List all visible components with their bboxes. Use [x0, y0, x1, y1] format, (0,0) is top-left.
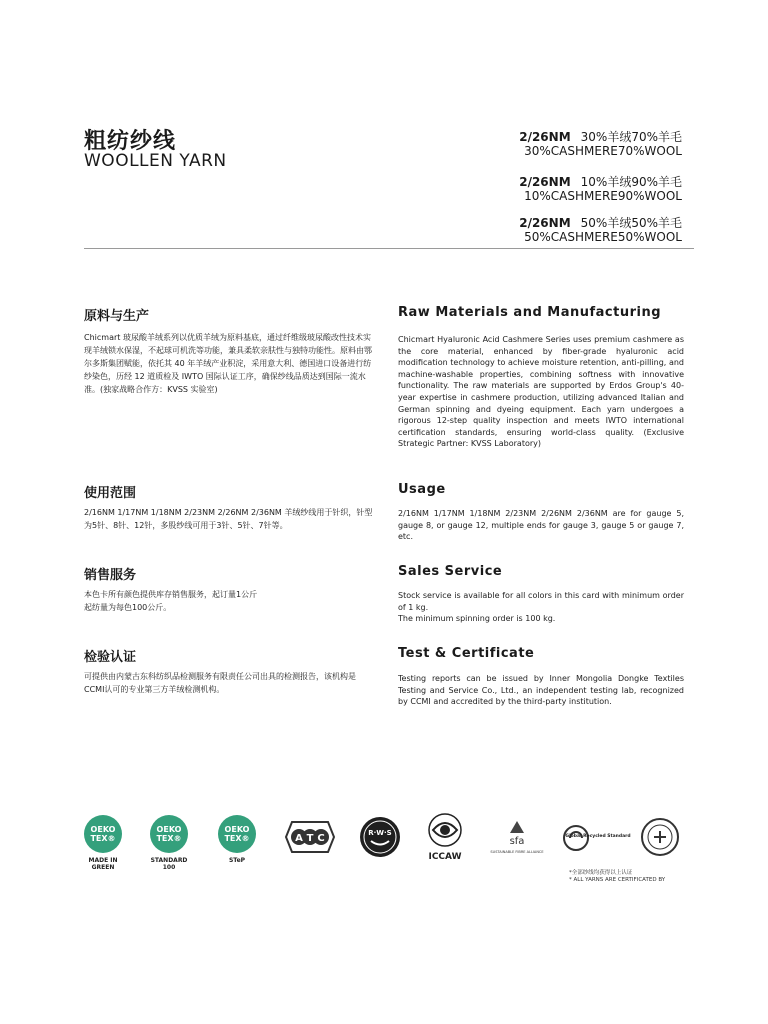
iccaw-text: ICCAW: [428, 852, 462, 862]
svg-text:C: C: [317, 833, 325, 844]
spec-block-1: [519, 130, 682, 158]
svg-text:T: T: [306, 833, 314, 844]
oeko-step-logo: [218, 815, 256, 864]
test-heading-en: Test & Certificate: [398, 646, 535, 661]
oeko-tex-icon: OEKO TEX®: [218, 815, 256, 853]
raw-heading-en: Raw Materials and Manufacturing: [398, 305, 662, 320]
raw-body-cn: Chicmart 玻尿酸羊绒系列以优质羊绒为原料基底，通过纤维级玻尿酸改性技术实现羊绒锁水保湿，不起球可机洗等功能，兼具柔软亲肤性与独特功能性。原料由鄂尔多斯集团赋能，依托其 40 年羊绒产业积淀，采用意大利、德国进口设备进行纺纱染色，历经 12 道质检及 IWTO 国际认证工序，确保纱线品质达到国际一流水准。(独家战略合作方：KVSS 实验室): [84, 333, 372, 394]
sales-body-cn-line1: 本色卡所有颜色提供库存销售服务，起订量1公斤: [84, 590, 258, 599]
test-body-en: Testing reports can be issued by Inner Mongolia Dongke Textiles Testing and Service Co., Ltd., an independent testing lab, recognized by CCMI and accredited by the third-party institution.: [398, 674, 684, 707]
spec-en: 50%CASHMERE50%WOOL: [524, 230, 682, 244]
grs-logo-icon: [562, 821, 631, 855]
rws-logo-icon: [358, 815, 402, 859]
sfa-subtext: SUSTAINABLE FIBRE ALLIANCE: [490, 850, 544, 854]
spec-cn: 10%羊绒90%羊毛: [580, 175, 682, 189]
usage-body-cn: 2/16NM 1/17NM 1/18NM 2/23NM 2/26NM 2/36NM 羊绒纱线用于针织，针型为5针、8针、12针，多股纱线可用于3针、5针、7针等。: [84, 508, 373, 530]
spec-en: 30%CASHMERE70%WOOL: [524, 144, 682, 158]
page-title-cn: 粗纺纱线: [84, 129, 177, 154]
oeko-caption: MADE IN GREEN: [88, 857, 118, 871]
cert-note-en: * ALL YARNS ARE CERTIFICATED BY: [569, 877, 666, 883]
sfa-text: sfa: [509, 836, 525, 847]
atc-logo-icon: [284, 820, 336, 854]
oeko-made-in-green-logo: [84, 815, 122, 871]
raw-body-en: Chicmart Hyaluronic Acid Cashmere Series uses premium cashmere as the core material, enhanced by fiber-grade hyaluronic acid modification technology to achieve moisture retention, anti-pilling, and machine-washable properties, combining softness with innovative functionality. The raw materials are supported by Erdos Group's 40-year expertise in cashmere production, utilizing advanced Italian and German spinning and dyeing equipment. Each yarn undergoes a rigorous 12-step quality inspection and meets IWTO international certification standards, ensuring world-class quality. (Exclusive Strategic Partner: KVSS Laboratory): [398, 335, 684, 449]
spec-block-3: [519, 216, 682, 244]
sfa-logo-icon: [488, 817, 546, 857]
spec-block-2: [519, 175, 682, 203]
test-body-cn: 可提供由内蒙古东科纺织品检测服务有限责任公司出具的检测报告，该机构是CCMI认可的专业第三方羊绒检测机构。: [84, 672, 356, 694]
sales-body-en: [398, 590, 684, 625]
raw-heading-cn: 原料与生产: [84, 309, 150, 324]
sales-heading-en: Sales Service: [398, 564, 503, 579]
spec-nm: 2/26NM: [519, 216, 571, 230]
usage-heading-cn: 使用范围: [84, 486, 137, 501]
spec-nm: 2/26NM: [519, 175, 571, 189]
sales-heading-cn: 销售服务: [84, 568, 137, 583]
rws-text: R·W·S: [368, 829, 392, 837]
grs-text: Global Recycled Standard: [565, 834, 631, 839]
sales-body-en-line1: Stock service is available for all colors in this card with minimum order of 1 kg.: [398, 591, 684, 612]
usage-body-en: 2/16NM 1/17NM 1/18NM 2/23NM 2/26NM 2/36NM are for gauge 5, gauge 8, or gauge 12, multiple ends for gauge 3, gauge 5 or gauge 7, etc.: [398, 509, 684, 542]
sales-body-cn: [84, 588, 374, 614]
spec-nm: 2/26NM: [519, 130, 571, 144]
spec-cn: 50%羊绒50%羊毛: [580, 216, 682, 230]
spec-cn: 30%羊绒70%羊毛: [580, 130, 682, 144]
usage-heading-en: Usage: [398, 482, 446, 497]
sales-body-en-line2: The minimum spinning order is 100 kg.: [398, 614, 556, 624]
test-heading-cn: 检验认证: [84, 650, 137, 665]
oeko-caption: STeP: [228, 857, 246, 864]
oeko-tex-icon: OEKO TEX®: [150, 815, 188, 853]
iccaw-logo-icon: [424, 813, 466, 861]
oeko-tex-icon: OEKO TEX®: [84, 815, 122, 853]
cert-note-cn: *全部纱线均获得以上认证: [569, 870, 633, 876]
page-title-en: WOOLLEN YARN: [84, 151, 227, 171]
oeko-standard-100-logo: [150, 815, 188, 871]
svg-text:A: A: [295, 833, 303, 844]
cn-inspection-seal-icon: [640, 817, 680, 857]
header-divider: [84, 248, 694, 249]
spec-en: 10%CASHMERE90%WOOL: [524, 189, 682, 203]
sales-body-cn-line2: 起纺量为每色100公斤。: [84, 603, 172, 612]
oeko-caption: STANDARD 100: [150, 857, 188, 871]
